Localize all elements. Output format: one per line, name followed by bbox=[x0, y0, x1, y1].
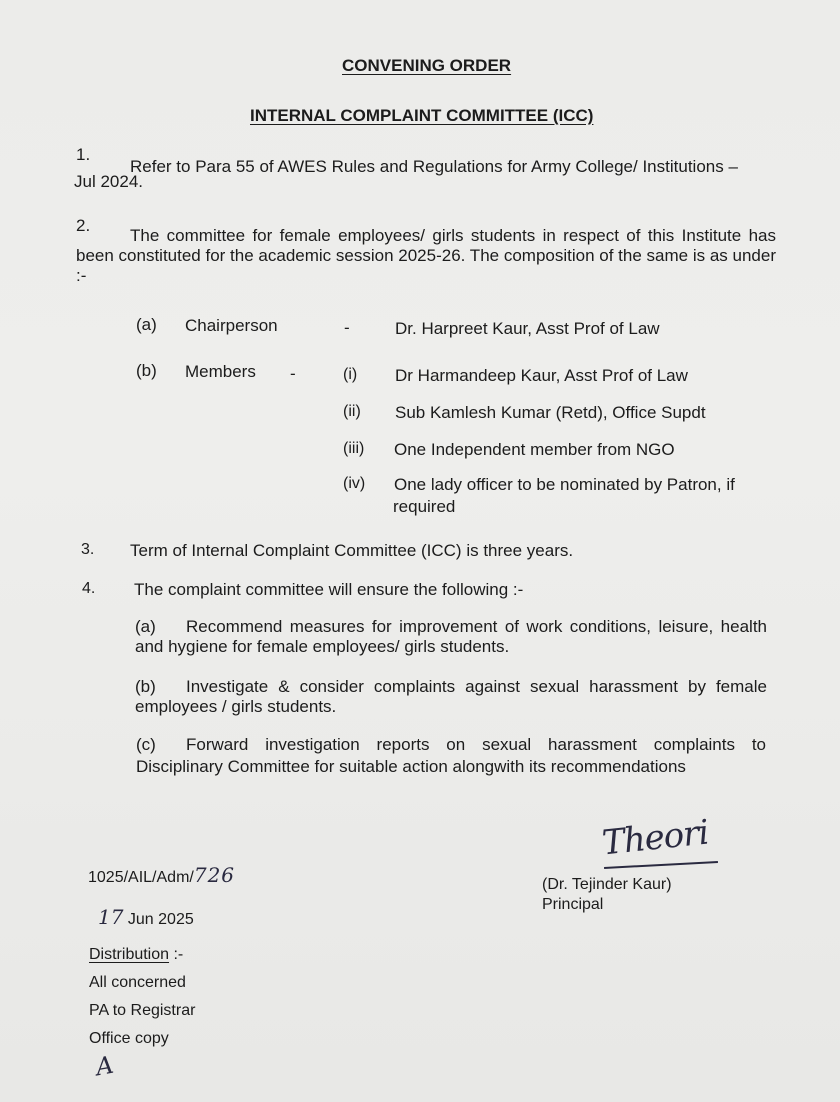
para-4-number: 4. bbox=[82, 580, 96, 597]
duty-b-label: (b) bbox=[135, 677, 156, 696]
duty-a-text: Recommend measures for improvement of work conditions, leisure, health and hygiene for female employees/ girls students. bbox=[135, 617, 767, 656]
duty-b-text: Investigate & consider complaints against sexual harassment by female employees / girls students. bbox=[135, 677, 767, 716]
principal-signature: Theori bbox=[600, 812, 711, 864]
member-1-text: Dr Harmandeep Kaur, Asst Prof of Law bbox=[395, 366, 688, 385]
member-3-text: One Independent member from NGO bbox=[394, 440, 675, 459]
chair-role: Chairperson bbox=[185, 316, 278, 335]
distribution-item: Office copy bbox=[89, 1030, 169, 1047]
date-handwritten-day: 17 bbox=[98, 905, 124, 929]
distribution-item: All concerned bbox=[89, 974, 186, 991]
signature-underline bbox=[604, 861, 718, 869]
members-role: Members bbox=[185, 362, 256, 381]
reference-number bbox=[88, 863, 235, 887]
para-1-continuation: Jul 2024. bbox=[74, 172, 143, 191]
duty-c-label: (c) bbox=[136, 735, 156, 754]
para-1-number: 1. bbox=[76, 145, 91, 164]
duty-b bbox=[135, 677, 767, 717]
chair-name: Dr. Harpreet Kaur, Asst Prof of Law bbox=[395, 319, 660, 338]
para-2-number: 2. bbox=[76, 216, 91, 235]
members-label: (b) bbox=[136, 361, 157, 380]
chair-label: (a) bbox=[136, 315, 157, 334]
duty-a bbox=[135, 617, 767, 657]
duty-c-text: Forward investigation reports on sexual harassment complaints to Disciplinary Committee for suitable action alongwith its recommendations bbox=[136, 735, 766, 776]
member-4-number: (iv) bbox=[343, 475, 366, 492]
reference-handwritten-number: 726 bbox=[193, 863, 236, 887]
member-2-number: (ii) bbox=[343, 403, 361, 420]
distribution-item: PA to Registrar bbox=[89, 1002, 196, 1019]
member-3-number: (iii) bbox=[343, 440, 365, 457]
date-month-year: Jun 2025 bbox=[127, 911, 194, 928]
member-4-continuation: required bbox=[393, 497, 456, 516]
member-1-number: (i) bbox=[343, 366, 358, 383]
para-3-number: 3. bbox=[81, 541, 95, 558]
document-title: CONVENING ORDER bbox=[342, 56, 512, 75]
document-subtitle: INTERNAL COMPLAINT COMMITTEE (ICC) bbox=[250, 106, 594, 125]
order-date bbox=[98, 905, 194, 929]
handwritten-initial: A bbox=[93, 1050, 116, 1082]
member-2-text: Sub Kamlesh Kumar (Retd), Office Supdt bbox=[395, 403, 706, 422]
signatory-title: Principal bbox=[542, 896, 604, 913]
para-1-text: Refer to Para 55 of AWES Rules and Regulations for Army College/ Institutions – bbox=[130, 157, 738, 176]
distribution-heading-label: Distribution bbox=[89, 946, 170, 963]
member-4-text: One lady officer to be nominated by Patron, if bbox=[394, 475, 735, 494]
signatory-name: (Dr. Tejinder Kaur) bbox=[542, 876, 672, 893]
distribution-heading-suffix: :- bbox=[173, 946, 184, 963]
distribution-heading bbox=[89, 946, 183, 964]
chair-dash: - bbox=[344, 318, 350, 337]
duty-a-label: (a) bbox=[135, 617, 156, 636]
para-3-text: Term of Internal Complaint Committee (ICC) is three years. bbox=[130, 541, 574, 560]
para-2-text: The committee for female employees/ girls students in respect of this Institute has been constituted for the academic session 2025-26. The composition of the same is as under :- bbox=[76, 226, 776, 285]
duty-c bbox=[136, 734, 766, 778]
reference-prefix: 1025/AIL/Adm/ bbox=[88, 869, 194, 886]
members-dash: - bbox=[290, 364, 296, 383]
para-4-text: The complaint committee will ensure the following :- bbox=[134, 580, 524, 599]
